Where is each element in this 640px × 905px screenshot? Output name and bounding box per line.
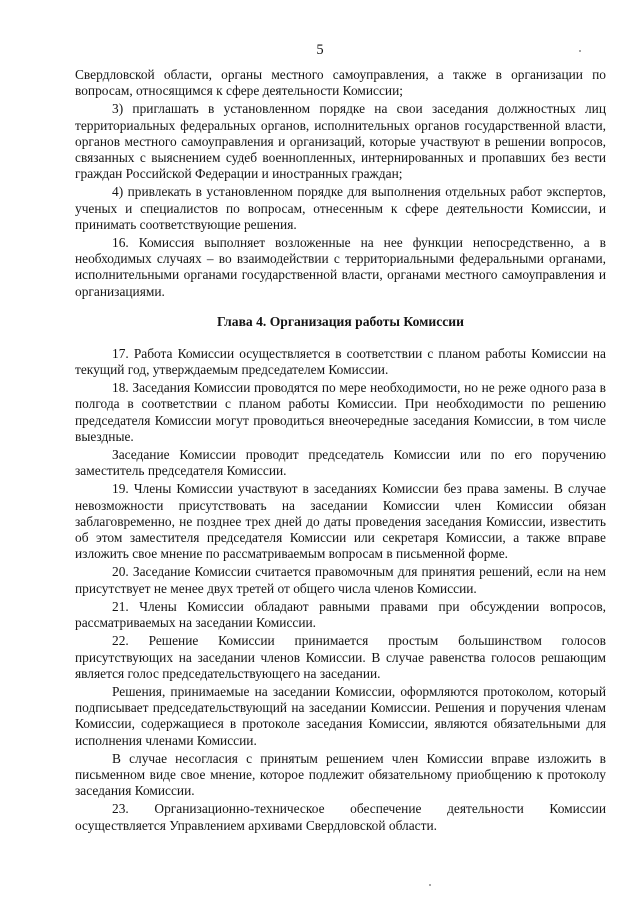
chapter-heading: Глава 4. Организация работы Комиссии	[217, 313, 464, 329]
paragraph: Заседание Комиссии проводит председатель Комиссии или по его поручению заместитель председателя Комиссии.	[75, 447, 606, 479]
paragraph: В случае несогласия с принятым решением член Комиссии вправе изложить в письменном виде свое мнение, которое подлежит обязательному приобщению к протоколу заседания Комиссии.	[75, 750, 606, 799]
paragraph: 4) привлекать в установленном порядке для выполнения отдельных работ экспертов, ученых и специалистов по вопросам, отнесенным к сфере деятельности Комиссии, и принимать соответствующие решения.	[75, 184, 606, 232]
paragraph: 18. Заседания Комиссии проводятся по мере необходимости, но не реже одного раза в полгода в соответствии с планом работы Комиссии. При необходимости по решению председателя Комиссии могут проводиться внеочередные заседания Комиссии, в том числе выездные.	[75, 380, 606, 444]
paragraph: Решения, принимаемые на заседании Комиссии, оформляются протоколом, который подписывает председательствующий на заседании Комиссии. Решения и поручения членам Комиссии, содержащиеся в протоколе заседания Комиссии, являются обязательными для исполнения членами Комиссии.	[75, 683, 606, 748]
paragraph: 16. Комиссия выполняет возложенные на нее функции непосредственно, а в необходимых случаях – во взаимодействии с территориальными федеральными органами, исполнительными органами государственной власти, органами местного самоуправления и организациями.	[75, 235, 606, 299]
scan-speck	[579, 50, 581, 52]
paragraph: 21. Члены Комиссии обладают равными правами при обсуждении вопросов, рассматриваемых на заседании Комиссии.	[75, 598, 606, 631]
paragraph: Свердловской области, органы местного самоуправления, а также в организации по вопросам, относящимся к сфере деятельности Комиссии;	[75, 67, 606, 99]
page-number: 5	[316, 42, 324, 58]
paragraph: 17. Работа Комиссии осуществляется в соответствии с планом работы Комиссии на текущий год, утверждаемым председателем Комиссии.	[75, 345, 606, 378]
paragraph: 19. Члены Комиссии участвуют в заседаниях Комиссии без права замены. В случае невозможности присутствовать на заседании Комиссии член Комиссии обязан заблаговременно, не позднее трех дней до даты проведения заседания Комиссии, известить об этом заместителя председателя Комиссии или секретаря Комиссии, а также вправе изложить свое мнение по рассматриваемым вопросам в письменной форме.	[75, 481, 606, 562]
paragraph: 22. Решение Комиссии принимается простым большинством голосов присутствующих на заседании членов Комиссии. В случае равенства голосов решающим является голос председательствующего на заседании.	[75, 633, 606, 681]
paragraph: 23. Организационно-техническое обеспечение деятельности Комиссии осуществляется Управлением архивами Свердловской области.	[75, 801, 606, 833]
scan-speck	[429, 884, 431, 886]
document-body	[75, 67, 606, 836]
paragraph: 20. Заседание Комиссии считается правомочным для принятия решений, если на нем присутствует не менее двух третей от общего числа членов Комиссии.	[75, 564, 606, 596]
paragraph: 3) приглашать в установленном порядке на свои заседания должностных лиц территориальных федеральных органов, исполнительных органов государственной власти, органов местного самоуправления и организаций, которые участвуют в решении вопросов, связанных с выяснением судеб военнопленных, интернированных и пропавших без вести граждан Российской Федерации и иностранных граждан;	[75, 101, 606, 182]
